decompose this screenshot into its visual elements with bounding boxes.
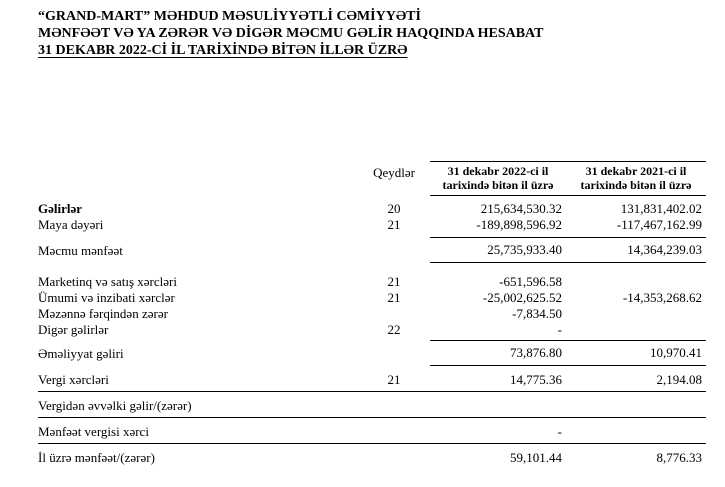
- row-value-2022: [430, 392, 566, 418]
- income-statement-table: [38, 161, 706, 466]
- column-header-notes: Qeydlər: [373, 164, 415, 180]
- row-label: Marketinq və satış xərcləri: [38, 273, 177, 289]
- table-row: [38, 306, 706, 322]
- column-header-2022: [430, 162, 566, 196]
- row-value-2021: -14,353,268.62: [622, 289, 702, 305]
- row-value-2022: -7,834.50: [512, 305, 562, 321]
- row-value-2022: 25,735,933.40: [430, 238, 566, 263]
- row-value-2021: 131,831,402.02: [620, 200, 702, 216]
- document-header: [38, 8, 725, 59]
- row-label: Vergi xərcləri: [38, 366, 358, 392]
- table-row: [38, 322, 706, 338]
- row-value-2021: [566, 306, 706, 322]
- column-header-2021: [566, 162, 706, 196]
- row-note: [358, 392, 430, 418]
- row-value-2022: 73,876.80: [430, 341, 566, 366]
- table-row: [38, 366, 706, 392]
- report-period: 31 DEKABR 2022-Cİ İL TARİXİNDƏ BİTƏN İLLƏR ÜZRƏ: [38, 43, 408, 58]
- row-value-2022: -189,898,596.92: [476, 216, 562, 232]
- table-row: [38, 217, 706, 233]
- row-value-2022: 59,101.44: [510, 450, 562, 465]
- company-name: “GRAND-MART” MƏHDUD MƏSULİYYƏTLİ CƏMİYYƏTİ: [38, 9, 421, 24]
- table-row: [38, 274, 706, 290]
- column-header-line: tarixində bitən il üzrə: [442, 178, 554, 192]
- row-value-2022: 215,634,530.32: [480, 200, 562, 216]
- table-row: [38, 418, 706, 444]
- row-value-2022: -25,002,625.52: [482, 289, 562, 305]
- row-label: Əməliyyat gəliri: [38, 345, 124, 361]
- table-row-subtotal: [38, 238, 706, 263]
- row-note: 21: [387, 216, 401, 232]
- table-row-total: [38, 444, 706, 467]
- row-value-2021: [566, 322, 706, 338]
- row-note: 21: [358, 366, 430, 392]
- row-note: [358, 341, 430, 366]
- table-row: [38, 392, 706, 418]
- header-label-cell: [38, 162, 358, 196]
- row-value-2022: -: [430, 418, 566, 444]
- table-row: [38, 290, 706, 306]
- row-note: [358, 444, 430, 467]
- row-label: Maya dəyəri: [38, 216, 104, 232]
- row-label: Məzənnə fərqindən zərər: [38, 305, 168, 321]
- row-note: 20: [387, 200, 401, 216]
- row-label: Ümumi və inzibati xərclər: [38, 289, 175, 305]
- report-title: MƏNFƏƏT VƏ YA ZƏRƏR VƏ DİGƏR MƏCMU GƏLİR HAQQINDA HESABAT: [38, 26, 544, 41]
- row-value-2021: [566, 392, 706, 418]
- column-header-line: 31 dekabr 2021-ci il: [585, 164, 687, 178]
- row-value-2021: -117,467,162.99: [616, 216, 702, 232]
- row-label: Məcmu mənfəət: [38, 242, 123, 258]
- row-value-2021: 2,194.08: [566, 366, 706, 392]
- row-note: [358, 238, 430, 263]
- table-row-subtotal: [38, 341, 706, 366]
- row-note: [358, 306, 430, 322]
- row-label: Mənfəət vergisi xərci: [38, 418, 358, 444]
- spacer: [38, 263, 706, 274]
- column-header-line: 31 dekabr 2022-ci il: [447, 164, 549, 178]
- row-value-2021: [566, 274, 706, 290]
- row-value-2021: 8,776.33: [656, 450, 702, 465]
- row-value-2022: -: [557, 321, 562, 337]
- row-value-2022: 14,775.36: [430, 366, 566, 392]
- column-header-line: tarixində bitən il üzrə: [580, 178, 692, 192]
- row-label: Gəlirlər: [38, 200, 83, 216]
- row-note: [358, 418, 430, 444]
- row-label: Digər gəlirlər: [38, 321, 109, 337]
- row-note: 21: [387, 289, 401, 305]
- row-value-2021: 14,364,239.03: [566, 238, 706, 263]
- row-value-2022: -651,596.58: [499, 273, 562, 289]
- row-label: Vergidən əvvəlki gəlir/(zərər): [38, 392, 358, 418]
- spacer-row: [38, 263, 706, 274]
- row-note: 22: [387, 321, 401, 337]
- row-note: 21: [387, 273, 401, 289]
- table-row: [38, 201, 706, 217]
- table-header-row: [38, 162, 706, 196]
- row-value-2021: [566, 418, 706, 444]
- row-label: İl üzrə mənfəət/(zərər): [38, 450, 155, 465]
- row-value-2021: 10,970.41: [566, 341, 706, 366]
